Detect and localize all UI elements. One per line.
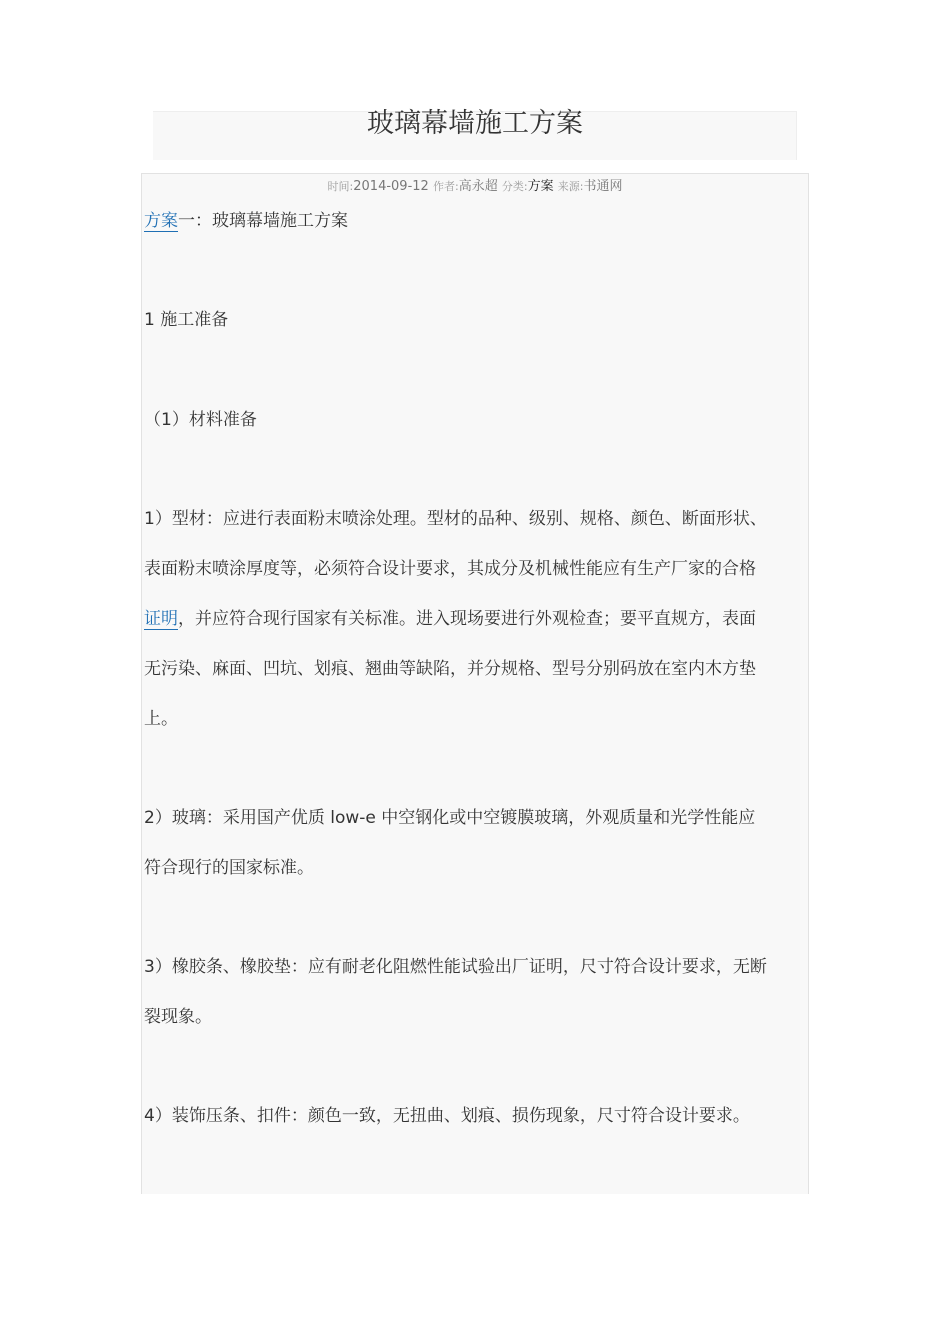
page-title: 玻璃幕墙施工方案	[367, 108, 583, 139]
subsection-heading-materials: （1）材料准备	[144, 410, 257, 430]
time-label: 时间:	[327, 180, 354, 193]
category-label: 分类:	[501, 180, 528, 193]
item-rubber	[144, 942, 767, 1042]
item-glass-line-1: 2）玻璃：采用国产优质 low-e 中空钢化或中空镀膜玻璃，外观质量和光学性能应	[144, 808, 756, 828]
scheme-link[interactable]: 方案	[144, 211, 178, 231]
section-heading-preparation: 1 施工准备	[144, 310, 229, 330]
certificate-link[interactable]: 证明	[144, 609, 178, 629]
source-label: 来源:	[557, 180, 584, 193]
author-label: 作者:	[432, 180, 459, 193]
author-value: 高永超	[458, 179, 498, 194]
source-value: 书通网	[583, 179, 623, 194]
item-rubber-line-1: 3）橡胶条、橡胶垫：应有耐老化阻燃性能试验出厂证明，尺寸符合设计要求，无断	[144, 957, 767, 977]
item-profiles-line-3: 证明，并应符合现行国家有关标准。进入现场要进行外观检查；要平直规方，表面	[144, 609, 756, 629]
article-meta	[0, 177, 950, 197]
intro-text: 一：玻璃幕墙施工方案	[178, 211, 348, 231]
item-profiles-line-5: 上。	[144, 709, 178, 729]
item-profiles-line-4: 无污染、麻面、凹坑、划痕、翘曲等缺陷，并分规格、型号分别码放在室内木方垫	[144, 659, 756, 679]
intro-paragraph	[144, 208, 348, 234]
category-link[interactable]: 方案	[527, 179, 554, 194]
item-profiles-line-2: 表面粉末喷涂厚度等，必须符合设计要求，其成分及机械性能应有生产厂家的合格	[144, 559, 756, 579]
item-trim-line-1: 4）装饰压条、扣件：颜色一致，无扭曲、划痕、损伤现象，尺寸符合设计要求。	[144, 1106, 750, 1126]
item-rubber-line-2: 裂现象。	[144, 1007, 212, 1027]
time-value: 2014-09-12	[353, 179, 429, 194]
item-glass	[144, 793, 755, 893]
item-profiles-line-1: 1）型材：应进行表面粉末喷涂处理。型材的品种、级别、规格、颜色、断面形状、	[144, 509, 767, 529]
item-profiles	[144, 494, 767, 744]
item-glass-line-2: 符合现行的国家标准。	[144, 858, 314, 878]
item-trim	[144, 1091, 750, 1141]
